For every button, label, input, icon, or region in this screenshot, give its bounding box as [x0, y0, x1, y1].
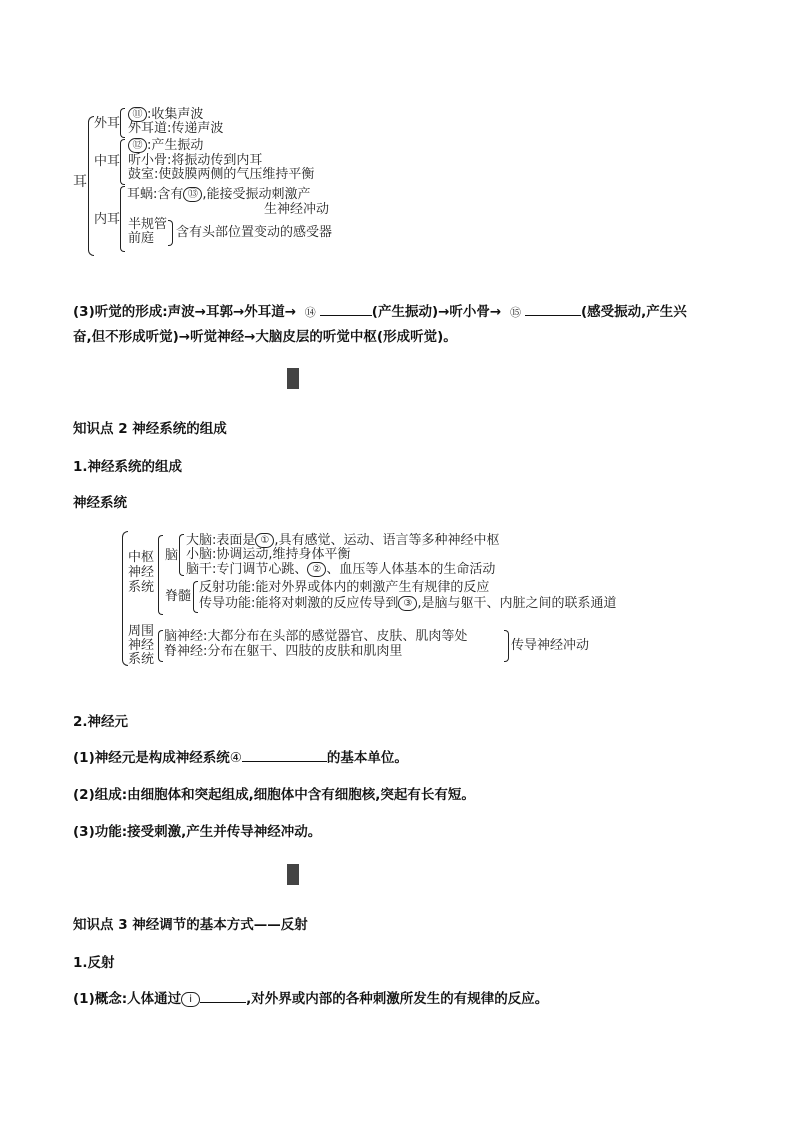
neuron-title: 2.神经元	[73, 714, 129, 730]
middle-ear-brace	[120, 139, 125, 185]
blank-line-i	[200, 1002, 246, 1003]
spinal-cord-label: 脊髓	[165, 589, 192, 604]
conduct-impulse-text: 传导神经冲动	[511, 638, 590, 653]
reflex-function-item: 反射功能:能对外界或体内的刺激产生有规律的反应	[199, 580, 490, 595]
blank-number-4: ④	[229, 750, 242, 766]
neuron-paragraph-2: (2)组成:由细胞体和突起组成,细胞体中含有细胞核,突起有长有短。	[73, 787, 475, 803]
section-marker	[287, 864, 299, 885]
vestibule-label: 前庭	[128, 231, 155, 246]
semicircular-brace	[168, 220, 173, 246]
conduction-function-item: 传导功能:能将对刺激的反应传导到 ③ ,是脑与躯干、内脏之间的联系通道	[199, 596, 617, 611]
central-ns-brace	[158, 535, 163, 615]
peripheral-right-brace	[504, 630, 509, 662]
kp3-title: 知识点 3 神经调节的基本方式——反射	[73, 917, 308, 933]
cochlea-item: 耳蜗:含有 ⑬ ,能接受振动刺激产	[127, 187, 311, 202]
inner-ear-brace	[120, 186, 125, 252]
hearing-line-2: 奋,但不形成听觉)→听觉神经→大脑皮层的听觉中枢(形成听觉)。	[73, 329, 457, 345]
blank-number-3: ③	[398, 596, 417, 611]
kp2-subtitle: 1.神经系统的组成	[73, 459, 183, 475]
cerebellum-item: 小脑:协调运动,维持身体平衡	[186, 547, 351, 562]
cerebrum-item: 大脑:表面是 ① ,具有感觉、运动、语言等多种神经中枢	[186, 533, 500, 548]
central-ns-label-3: 系统	[128, 580, 155, 595]
central-ns-label-1: 中枢	[128, 550, 155, 565]
outer-ear-label: 外耳	[94, 116, 121, 131]
blank-number-2: ②	[307, 562, 326, 577]
blank-number-i: ⅰ	[181, 992, 200, 1007]
neuron-paragraph-3: (3)功能:接受刺激,产生并传导神经冲动。	[73, 824, 322, 840]
peripheral-ns-brace	[158, 630, 163, 662]
outer-ear-item-2: 外耳道:传递声波	[128, 121, 224, 136]
blank-number-14: ⑭	[304, 306, 316, 319]
blank-line-15	[525, 315, 581, 316]
hearing-line-1: (3)听觉的形成:声波→耳郭→外耳道→ ⑭ (产生振动)→听小骨→ ⑮ (感受振动,产生兴	[73, 304, 687, 320]
blank-number-15: ⑮	[509, 306, 521, 319]
semicircular-text: 含有头部位置变动的感受器	[176, 225, 333, 240]
blank-number-11: ⑪	[128, 107, 147, 122]
blank-line-4	[242, 761, 327, 762]
peripheral-ns-label-2: 神经	[128, 638, 155, 653]
central-ns-label-2: 神经	[128, 565, 155, 580]
kp2-title: 知识点 2 神经系统的组成	[73, 421, 227, 437]
middle-ear-item-3: 鼓室:使鼓膜两侧的气压维持平衡	[128, 167, 315, 182]
peripheral-ns-label-3: 系统	[128, 652, 155, 667]
outer-ear-brace	[120, 108, 125, 138]
inner-ear-label: 内耳	[94, 212, 121, 227]
blank-number-13: ⑬	[183, 187, 202, 202]
ear-root-label: 耳	[73, 174, 87, 190]
brain-brace	[179, 534, 184, 576]
cranial-nerve-item: 脑神经:大都分布在头部的感觉器官、皮肤、肌肉等处	[164, 629, 468, 644]
semicircular-canal-label: 半规管	[128, 217, 168, 232]
middle-ear-item-1: ⑫ :产生振动	[128, 138, 203, 153]
reflex-concept: (1)概念:人体通过 ⅰ ,对外界或内部的各种刺激所发生的有规律的反应。	[73, 991, 549, 1007]
spinal-cord-brace	[193, 581, 198, 613]
blank-number-12: ⑫	[128, 138, 147, 153]
brain-label: 脑	[165, 548, 179, 563]
ear-brace	[88, 116, 94, 256]
peripheral-ns-label-1: 周围	[128, 624, 155, 639]
outer-ear-item-1: ⑪ :收集声波	[128, 107, 203, 122]
middle-ear-item-2: 听小骨:将振动传到内耳	[128, 153, 263, 168]
middle-ear-label: 中耳	[94, 154, 121, 169]
blank-number-1: ①	[255, 533, 274, 548]
neuron-paragraph-1: (1)神经元是构成神经系统④ 的基本单位。	[73, 750, 408, 766]
cochlea-item-line2: 生神经冲动	[264, 202, 330, 217]
kp3-subtitle: 1.反射	[73, 955, 115, 971]
nervous-system-root: 神经系统	[73, 495, 127, 511]
brainstem-item: 脑干:专门调节心跳、 ② 、血压等人体基本的生命活动	[186, 562, 496, 577]
section-marker	[287, 368, 299, 389]
spinal-nerve-item: 脊神经:分布在躯干、四肢的皮肤和肌肉里	[164, 644, 403, 659]
blank-line-14	[320, 315, 372, 316]
